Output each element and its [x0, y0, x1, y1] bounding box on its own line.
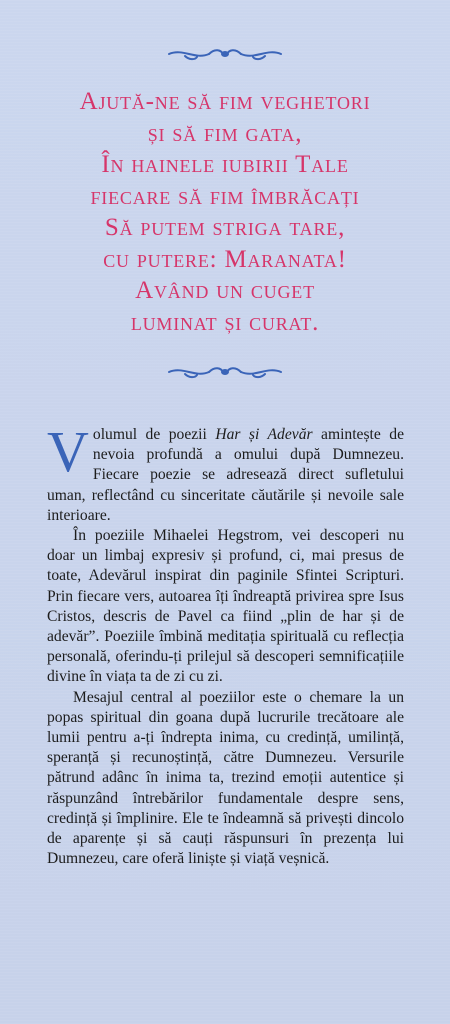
body-paragraph: În poeziile Mihaelei Hegstrom, vei descoperi nu doar un limbaj expresiv și profund, ci, mai presus de toate, Adevărul inspirat din paginile Sfintei Scripturi. Prin fiecare vers, autoarea îți îndreaptă privirea spre Isus Cristos, descris de Pavel ca fiind „plin de har și de adevăr”. Poeziile îmbină meditația spirituală cu reflecția personală, oferindu-ți prilejul să descoperi semnificațiile divine în viața ta de zi cu zi. — [47, 527, 404, 686]
verse-line: luminat și curat. — [130, 308, 320, 336]
drop-cap: V — [47, 419, 89, 484]
verse-line: Să putem striga tare, — [104, 214, 346, 241]
flourish-ornament-icon — [165, 362, 285, 382]
intro-lead: olumul de poezii — [92, 426, 216, 443]
verse-quote — [20, 86, 430, 338]
body-paragraph: Mesajul central al poeziilor este o chemare la un popas spiritual din goana după lucrurile trecătoare ale lumii pentru a-ți îndrepta inima, cu credință, umilință, speranță și recunoștință, către Dumnezeu. Versurile pătrund adânc în inima ta, trezind emoții autentice și răspunzând întrebărilor fundamentale despre sens, credință și împlinire. Ele te îndeamnă să privești dincolo de aparențe și să cauți răspunsuri în prezența lui Dumnezeu, care oferă liniște și viață veșnică. — [47, 688, 404, 868]
flourish-ornament-icon — [165, 44, 285, 64]
intro-rest: amintește de nevoia profundă a omului după Dumnezeu. Fiecare poezie se adresează direct sufletului uman, reflectând cu sinceritate căutările și nevoile sale interioare. — [47, 426, 404, 524]
intro-paragraph — [47, 419, 404, 526]
verse-line: Având un cuget — [135, 277, 315, 304]
description-text — [47, 419, 404, 869]
verse-line: Ajută-ne să fim veghetori — [79, 88, 371, 115]
verse-line: fiecare să fim îmbrăcați — [90, 182, 360, 210]
verse-line: și să fim gata, — [147, 119, 303, 147]
verse-line: În hainele iubirii Tale — [101, 151, 349, 178]
verse-line: cu putere: Maranata! — [103, 245, 347, 273]
book-title: Har și Adevăr — [215, 426, 313, 443]
